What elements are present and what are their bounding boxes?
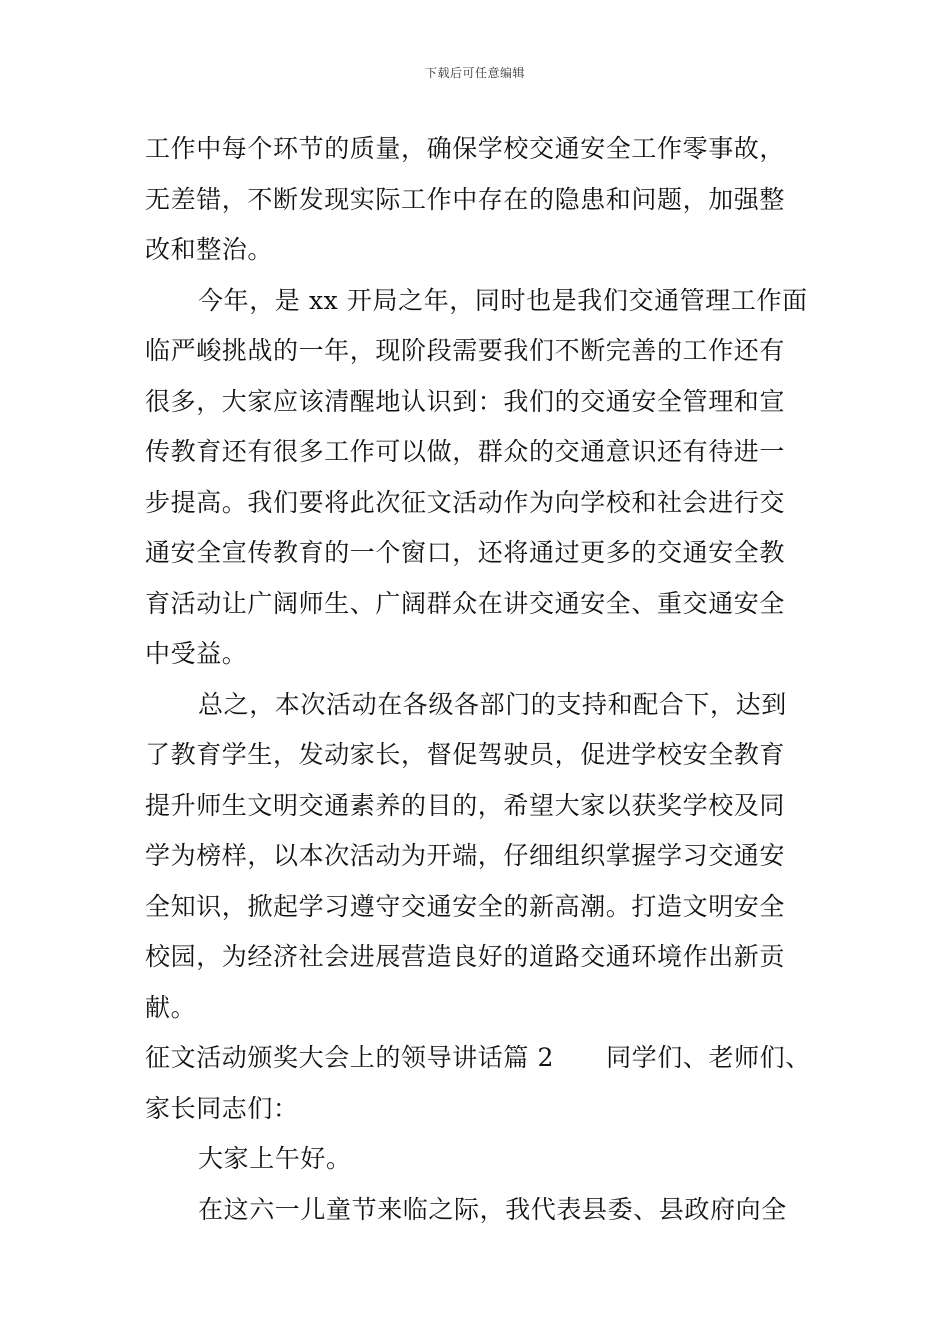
- text-line: 传教育还有很多工作可以做，群众的交通意识还有待进一: [145, 437, 786, 466]
- salutation-part1: 同学们、老师们、: [606, 1043, 811, 1072]
- text-line: 献。: [145, 992, 197, 1022]
- text-line: 校园，为经济社会进展营造良好的道路交通环境作出新贡: [145, 942, 786, 971]
- text-line: 育活动让广阔师生、广阔群众在讲交通安全、重交通安全: [145, 588, 786, 618]
- text-line: 工作中每个环节的质量，确保学校交通安全工作零事故，: [145, 134, 786, 163]
- text-line: 全知识，掀起学习遵守交通安全的新高潮。打造文明安全: [145, 891, 786, 921]
- text-line: 无差错，不断发现实际工作中存在的隐患和问题，加强整: [145, 184, 786, 214]
- text-line: 临严峻挑战的一年，现阶段需要我们不断完善的工作还有: [145, 336, 786, 365]
- text-line: 提升师生文明交通素养的目的，希望大家以获奖学校及同: [145, 790, 786, 820]
- paragraph-start-line: 今年，是 xx 开局之年，同时也是我们交通管理工作面: [198, 285, 808, 315]
- section-title-line: [145, 1033, 815, 1084]
- text-line: 了教育学生，发动家长，督促驾驶员，促进学校安全教育: [145, 740, 786, 769]
- document-body: [145, 124, 815, 1235]
- text-line: 中受益。: [145, 639, 248, 668]
- text-line: 通安全宣传教育的一个窗口，还将通过更多的交通安全教: [145, 538, 786, 567]
- text-line: 步提高。我们要将此次征文活动作为向学校和社会进行交: [145, 487, 786, 517]
- page-header-note: 下载后可任意编辑: [424, 66, 525, 80]
- section-title: 征文活动颁奖大会上的领导讲话篇 2: [145, 1043, 555, 1072]
- paragraph-start-line: 总之，本次活动在各级各部门的支持和配合下，达到: [198, 689, 787, 719]
- salutation-part2: 家长同志们：: [145, 1093, 299, 1123]
- greeting-line: 大家上午好。: [198, 1144, 352, 1173]
- paragraph-start-line: 在这六一儿童节来临之际，我代表县委、县政府向全: [198, 1194, 787, 1224]
- text-line: 学为榜样，以本次活动为开端，仔细组织掌握学习交通安: [145, 841, 786, 870]
- text-line: 很多，大家应该清醒地认识到：我们的交通安全管理和宣: [145, 386, 786, 416]
- text-line: 改和整治。: [145, 235, 274, 264]
